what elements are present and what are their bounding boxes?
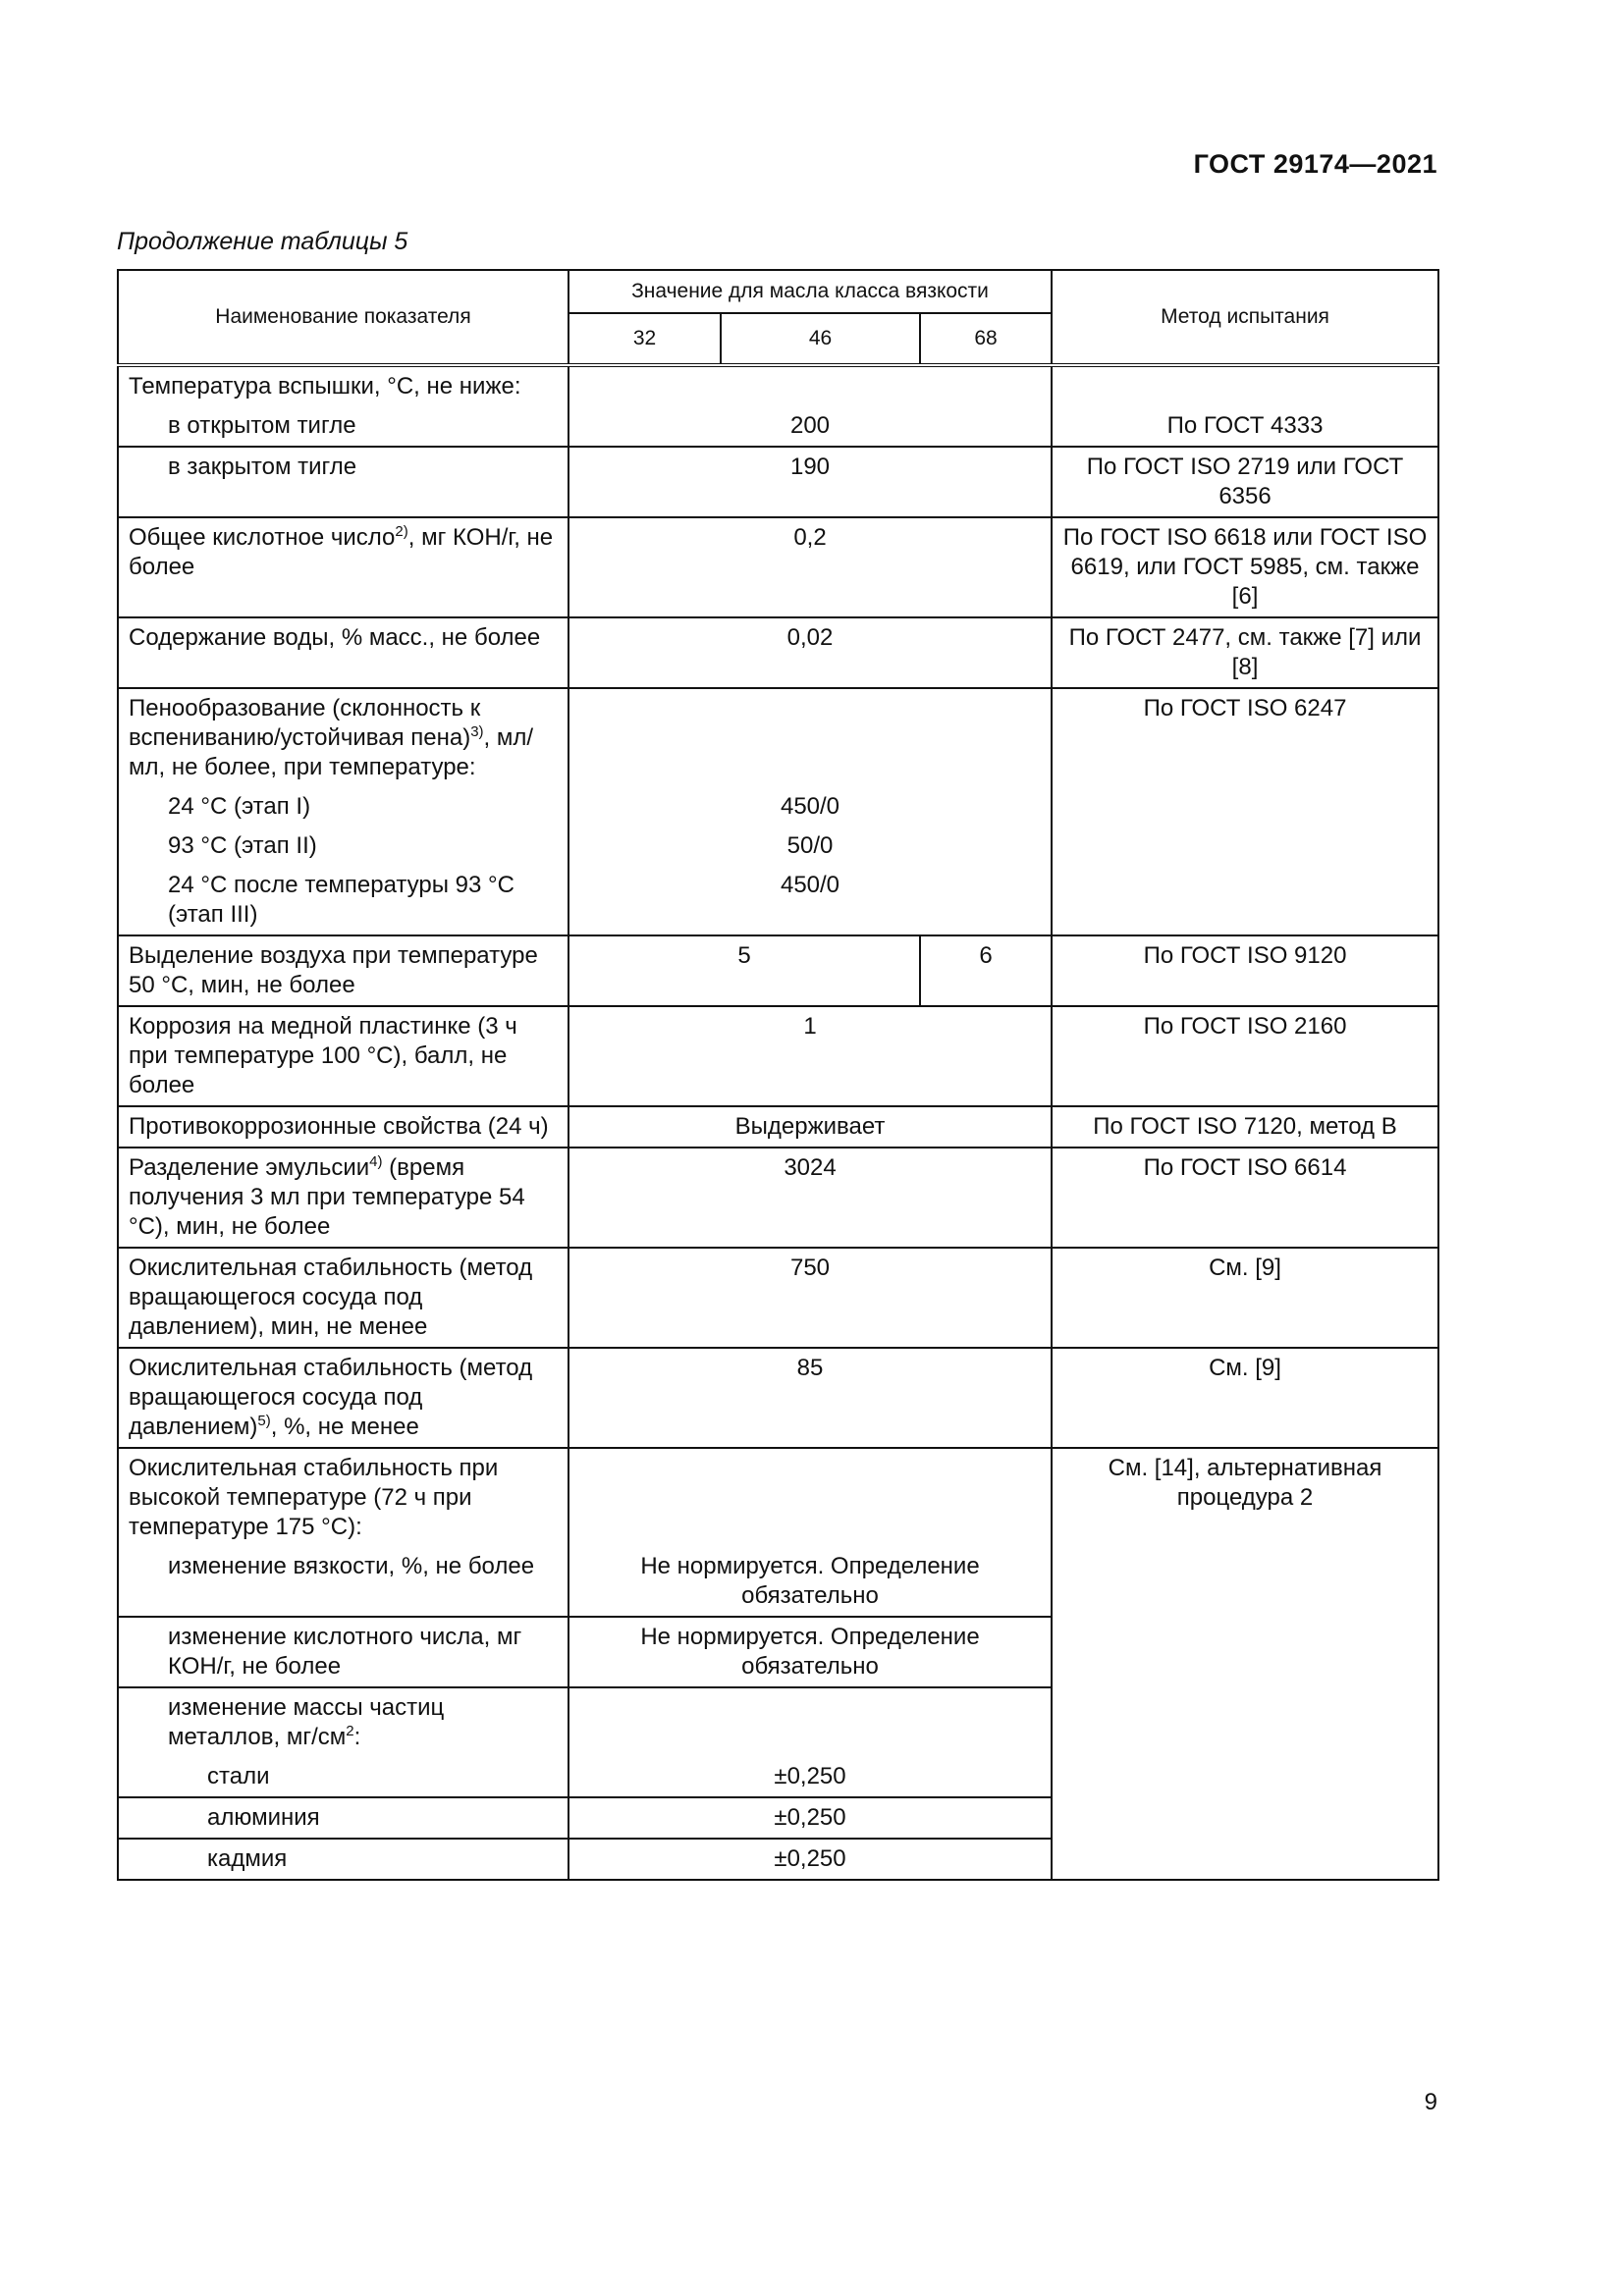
- table-row: [118, 406, 1438, 447]
- table-row: [118, 935, 1438, 1006]
- aluminium-label: алюминия: [118, 1797, 568, 1839]
- air-release-method: По ГОСТ ISO 9120: [1052, 935, 1438, 1006]
- foaming-stage1-label: 24 °С (этап I): [118, 787, 568, 827]
- header-class-32: 32: [568, 313, 721, 365]
- flash-open-label: в открытом тигле: [118, 406, 568, 447]
- oxidation-rpvot-pct-method: См. [9]: [1052, 1348, 1438, 1448]
- acid-change-value: Не нормируется. Определение обязательно: [568, 1617, 1052, 1687]
- table-caption: Продолжение таблицы 5: [117, 228, 408, 255]
- table-row: [118, 1006, 1438, 1106]
- foaming-stage3-value: 450/0: [568, 866, 1052, 935]
- table-row: [118, 447, 1438, 517]
- air-release-value-68: 6: [920, 935, 1052, 1006]
- oxidation-rpvot-value: 750: [568, 1248, 1052, 1348]
- table-row: [118, 1106, 1438, 1148]
- metals-change-empty: [568, 1687, 1052, 1757]
- steel-label: стали: [118, 1757, 568, 1797]
- table-row: [118, 1448, 1438, 1547]
- header-method: Метод испытания: [1052, 270, 1438, 365]
- document-code: ГОСТ 29174—2021: [1193, 149, 1437, 179]
- flash-closed-method: По ГОСТ ISO 2719 или ГОСТ 6356: [1052, 447, 1438, 517]
- header-class-68: 68: [920, 313, 1052, 365]
- foaming-label: Пенообразование (склонность к вспениванию/устойчивая пена)$^{3)}$, мл/мл, не более, при температуре:: [118, 688, 568, 787]
- header-class-46: 46: [721, 313, 920, 365]
- acid-number-value: 0,2: [568, 517, 1052, 617]
- flash-open-method: По ГОСТ 4333: [1052, 406, 1438, 447]
- copper-corrosion-label: Коррозия на медной пластинке (3 ч при температуре 100 °С), балл, не более: [118, 1006, 568, 1106]
- anticorrosion-label: Противокоррозионные свойства (24 ч): [118, 1106, 568, 1148]
- demulsibility-label: Разделение эмульсии$^{4)}$ (время получения 3 мл при температуре 54 °С), мин, не более: [118, 1148, 568, 1248]
- flash-open-value: 200: [568, 406, 1052, 447]
- copper-corrosion-method: По ГОСТ ISO 2160: [1052, 1006, 1438, 1106]
- foaming-method: По ГОСТ ISO 6247: [1052, 688, 1438, 935]
- demulsibility-value: 3024: [568, 1148, 1052, 1248]
- viscosity-change-value: Не нормируется. Определение обязательно: [568, 1547, 1052, 1617]
- foaming-stage2-value: 50/0: [568, 827, 1052, 866]
- copper-corrosion-value: 1: [568, 1006, 1052, 1106]
- oxidation-high-temp-empty: [568, 1448, 1052, 1547]
- demulsibility-method: По ГОСТ ISO 6614: [1052, 1148, 1438, 1248]
- header-value-group: Значение для масла класса вязкости: [568, 270, 1052, 313]
- flash-point-method-empty: [1052, 365, 1438, 406]
- foaming-stage2-label: 93 °С (этап II): [118, 827, 568, 866]
- foaming-stage1-value: 450/0: [568, 787, 1052, 827]
- specification-table: [117, 269, 1439, 1881]
- air-release-label: Выделение воздуха при температуре 50 °С, мин, не более: [118, 935, 568, 1006]
- oxidation-rpvot-label: Окислительная стабильность (метод вращающегося сосуда под давлением), мин, не менее: [118, 1248, 568, 1348]
- flash-closed-value: 190: [568, 447, 1052, 517]
- water-label: Содержание воды, % масс., не более: [118, 617, 568, 688]
- air-release-value-32-46: 5: [568, 935, 920, 1006]
- steel-value: ±0,250: [568, 1757, 1052, 1797]
- water-value: 0,02: [568, 617, 1052, 688]
- table-row: [118, 688, 1438, 787]
- header-name: Наименование показателя: [118, 270, 568, 365]
- oxidation-high-temp-method: См. [14], альтернативная процедура 2: [1052, 1448, 1438, 1880]
- oxidation-rpvot-pct-value: 85: [568, 1348, 1052, 1448]
- flash-point-label: Температура вспышки, °С, не ниже:: [118, 365, 568, 406]
- flash-point-empty: [568, 365, 1052, 406]
- acid-number-label: Общее кислотное число$^{2)}$, мг КОН/г, не более: [118, 517, 568, 617]
- metals-change-label: изменение массы частиц металлов, $мг/см^2$:: [118, 1687, 568, 1757]
- table-row: [118, 365, 1438, 406]
- water-method: По ГОСТ 2477, см. также [7] или [8]: [1052, 617, 1438, 688]
- acid-change-label: изменение кислотного числа, мг КОН/г, не более: [118, 1617, 568, 1687]
- oxidation-rpvot-pct-label: Окислительная стабильность (метод вращающегося сосуда под давлением)$^{5)}$, %, не менее: [118, 1348, 568, 1448]
- anticorrosion-value: Выдерживает: [568, 1106, 1052, 1148]
- cadmium-value: ±0,250: [568, 1839, 1052, 1880]
- acid-number-method: По ГОСТ ISO 6618 или ГОСТ ISO 6619, или ГОСТ 5985, см. также [6]: [1052, 517, 1438, 617]
- anticorrosion-method: По ГОСТ ISO 7120, метод В: [1052, 1106, 1438, 1148]
- oxidation-rpvot-method: См. [9]: [1052, 1248, 1438, 1348]
- foaming-stage3-label: 24 °С после температуры 93 °С (этап III): [118, 866, 568, 935]
- table-row: [118, 617, 1438, 688]
- table-row: [118, 1248, 1438, 1348]
- cadmium-label: кадмия: [118, 1839, 568, 1880]
- flash-closed-label: в закрытом тигле: [118, 447, 568, 517]
- oxidation-high-temp-label: Окислительная стабильность при высокой температуре (72 ч при температуре 175 °С):: [118, 1448, 568, 1547]
- viscosity-change-label: изменение вязкости, %, не более: [118, 1547, 568, 1617]
- table-row: [118, 1148, 1438, 1248]
- foaming-empty: [568, 688, 1052, 787]
- aluminium-value: ±0,250: [568, 1797, 1052, 1839]
- page-number: 9: [1424, 2089, 1437, 2115]
- table-row: [118, 517, 1438, 617]
- table-row: [118, 1348, 1438, 1448]
